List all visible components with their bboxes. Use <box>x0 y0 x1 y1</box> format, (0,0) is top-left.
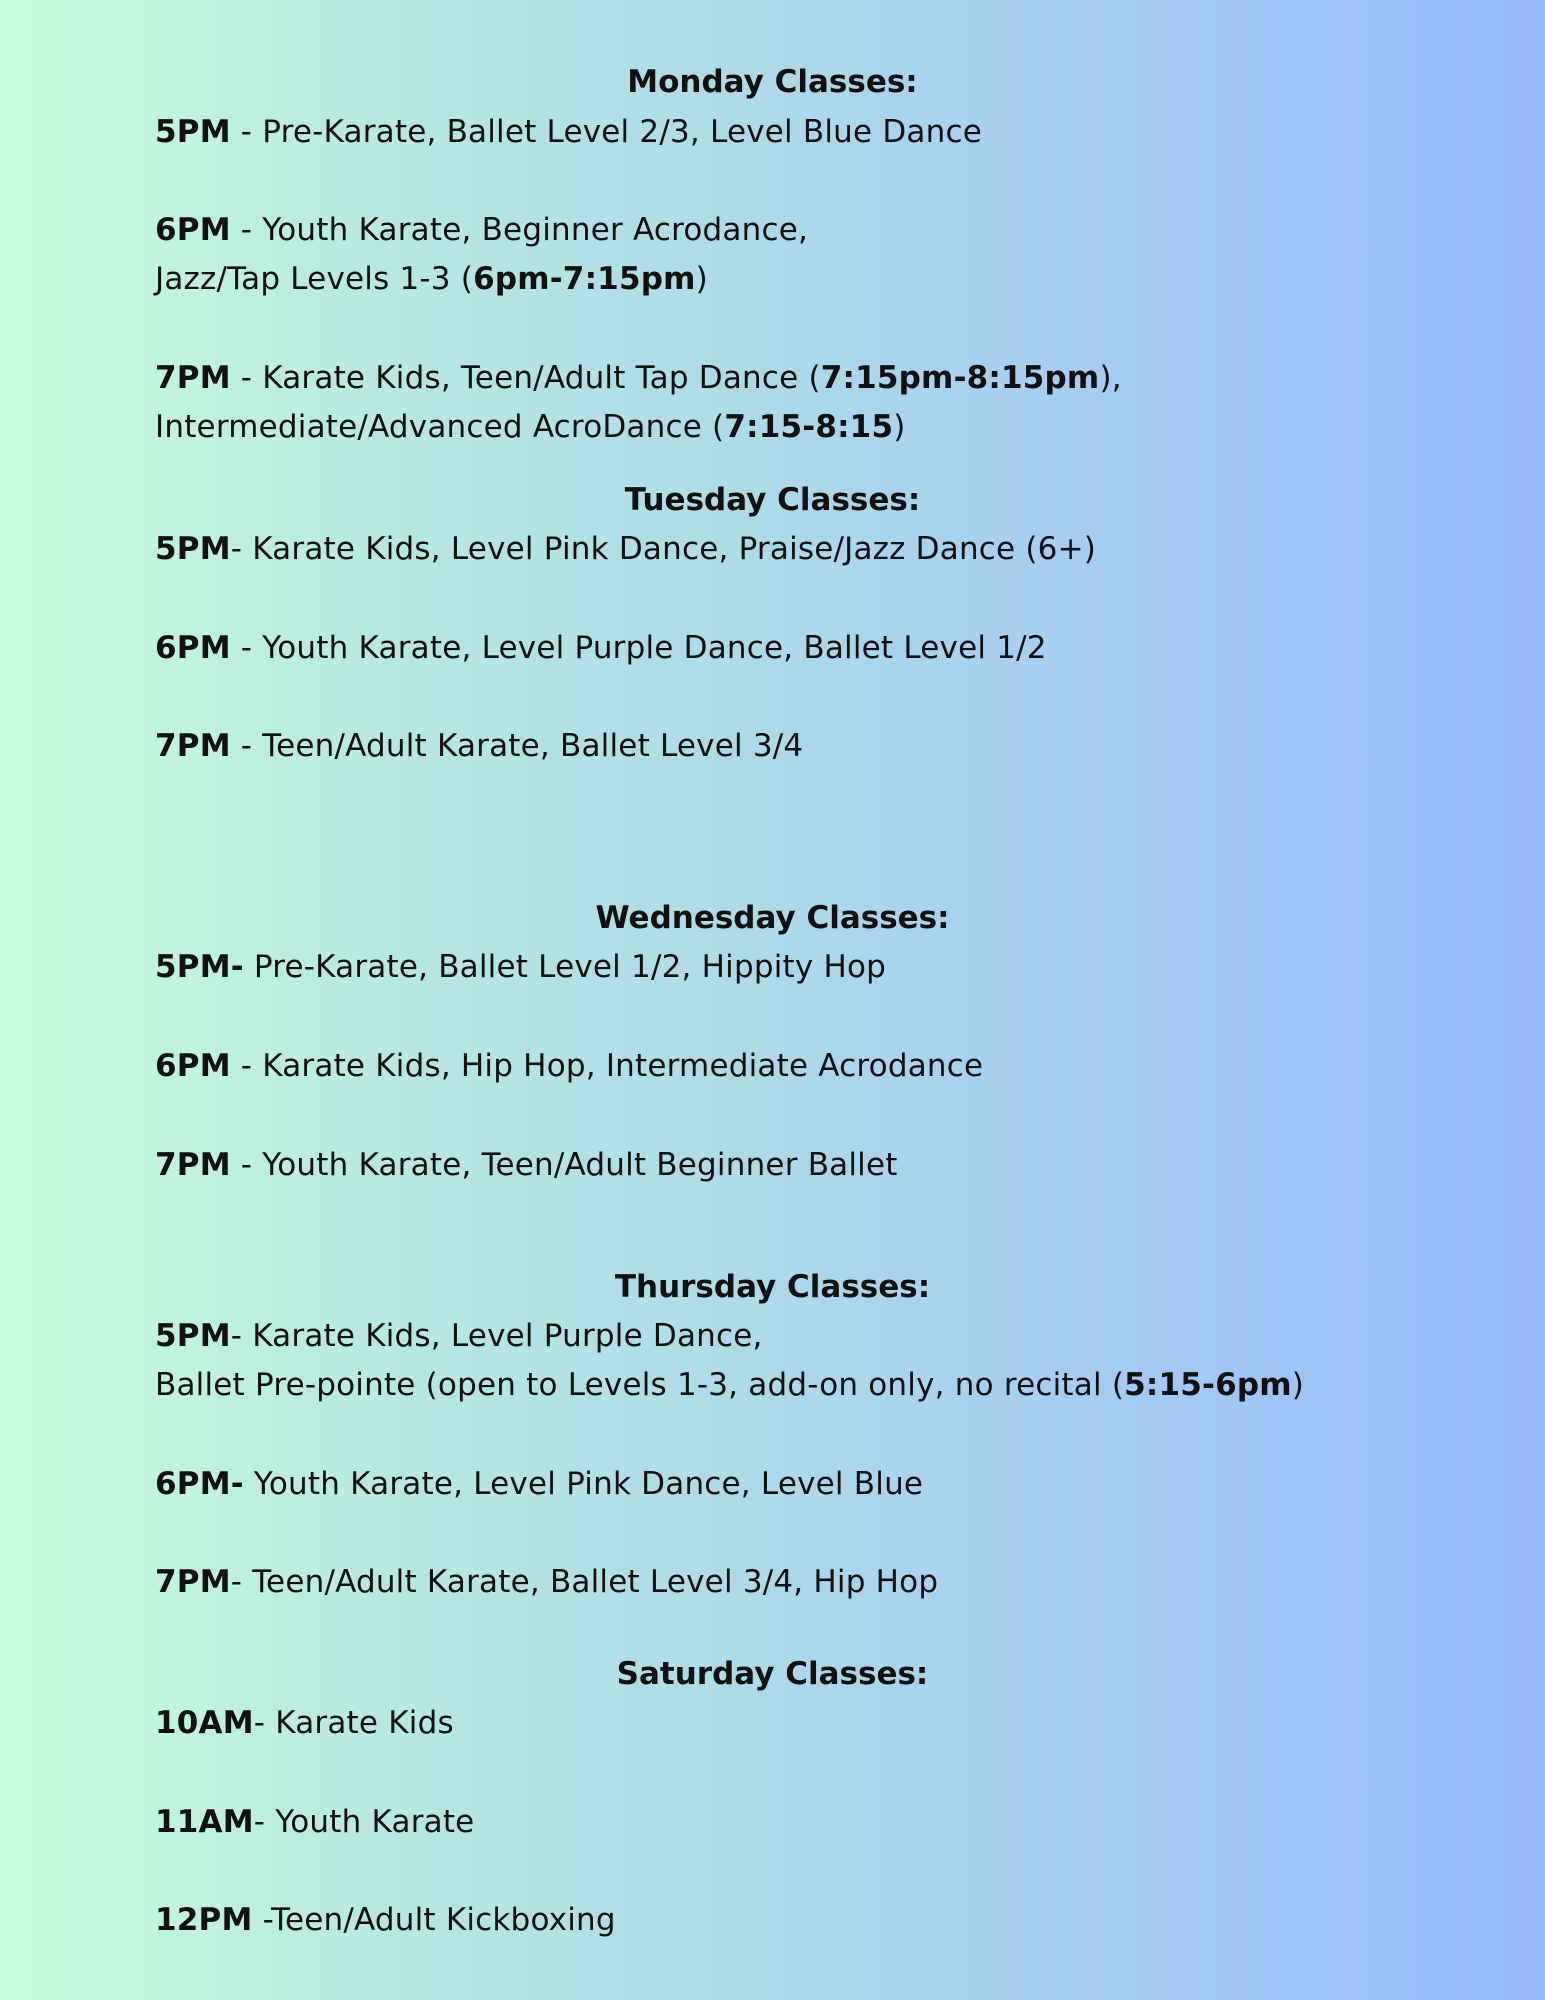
time-label: 6PM <box>155 212 231 248</box>
time-label: 7PM <box>155 360 231 396</box>
time-label: 5PM <box>155 114 231 150</box>
class-list: - Karate Kids, Level Purple Dance, <box>230 1318 763 1354</box>
class-list: - Teen/Adult Karate, Ballet Level 3/4, Hip Hop <box>230 1564 939 1600</box>
time-label: 10AM <box>155 1705 254 1741</box>
monday-7pm-line <box>155 358 1122 398</box>
saturday-12pm-line <box>155 1900 616 1940</box>
class-list: - Youth Karate <box>253 1804 475 1840</box>
monday-6pm-line <box>155 210 808 250</box>
tuesday-7pm-line <box>155 726 803 766</box>
class-list: Youth Karate, Level Pink Dance, Level Blue <box>243 1466 924 1502</box>
class-list: -Teen/Adult Kickboxing <box>252 1902 616 1938</box>
wednesday-5pm-line <box>155 947 886 987</box>
saturday-10am-line <box>155 1703 454 1743</box>
saturday-heading: Saturday Classes: <box>616 1656 929 1692</box>
time-label: 7PM <box>155 1564 231 1600</box>
class-list-end: ) <box>893 409 906 445</box>
thursday-heading: Thursday Classes: <box>614 1269 931 1305</box>
saturday-11am-line <box>155 1802 474 1842</box>
time-label: 5PM- <box>155 949 244 985</box>
class-list: Jazz/Tap Levels 1-3 ( <box>155 261 474 297</box>
time-label: 12PM <box>155 1902 253 1938</box>
wednesday-6pm-line <box>155 1046 983 1086</box>
monday-7pm-line-cont <box>155 407 906 447</box>
tuesday-heading: Tuesday Classes: <box>624 482 921 518</box>
thursday-6pm-line <box>155 1464 923 1504</box>
class-list-end: ), <box>1099 360 1122 396</box>
class-list: - Youth Karate, Level Purple Dance, Ballet Level 1/2 <box>230 630 1047 666</box>
time-label: 6PM <box>155 1048 231 1084</box>
time-label: 6PM- <box>155 1466 244 1502</box>
class-list: Ballet Pre-pointe (open to Levels 1-3, add-on only, no recital ( <box>155 1367 1125 1403</box>
thursday-5pm-line-cont <box>155 1365 1304 1405</box>
time-label: 5PM <box>155 1318 231 1354</box>
thursday-5pm-line <box>155 1316 763 1356</box>
class-list: - Karate Kids, Level Pink Dance, Praise/Jazz Dance (6+) <box>230 531 1097 567</box>
class-list-end: ) <box>1291 1367 1305 1403</box>
monday-5pm-line <box>155 112 982 152</box>
class-list: - Youth Karate, Beginner Acrodance, <box>230 212 809 248</box>
time-label: 6PM <box>155 630 231 666</box>
class-list: - Pre-Karate, Ballet Level 2/3, Level Blue Dance <box>230 114 982 150</box>
class-list: - Karate Kids, Hip Hop, Intermediate Acrodance <box>230 1048 984 1084</box>
thursday-7pm-line <box>155 1562 938 1602</box>
wednesday-7pm-line <box>155 1145 898 1185</box>
class-list: Pre-Karate, Ballet Level 1/2, Hippity Hop <box>243 949 887 985</box>
time-range: 7:15pm-8:15pm <box>820 360 1100 396</box>
time-label: 7PM <box>155 728 231 764</box>
wednesday-heading: Wednesday Classes: <box>595 900 950 936</box>
class-list: - Karate Kids, Teen/Adult Tap Dance ( <box>230 360 821 396</box>
class-list-end: ) <box>695 261 708 297</box>
time-range: 6pm-7:15pm <box>473 261 696 297</box>
time-label: 5PM <box>155 531 231 567</box>
monday-6pm-line-cont <box>155 259 708 299</box>
time-range: 7:15-8:15 <box>724 409 894 445</box>
class-list: - Karate Kids <box>253 1705 454 1741</box>
tuesday-6pm-line <box>155 628 1047 668</box>
monday-heading: Monday Classes: <box>627 64 918 100</box>
time-label: 7PM <box>155 1147 231 1183</box>
time-label: 11AM <box>155 1804 254 1840</box>
tuesday-5pm-line <box>155 529 1096 569</box>
class-list: Intermediate/Advanced AcroDance ( <box>155 409 725 445</box>
class-list: - Youth Karate, Teen/Adult Beginner Ballet <box>230 1147 898 1183</box>
class-list: - Teen/Adult Karate, Ballet Level 3/4 <box>230 728 804 764</box>
time-range: 5:15-6pm <box>1124 1367 1292 1403</box>
